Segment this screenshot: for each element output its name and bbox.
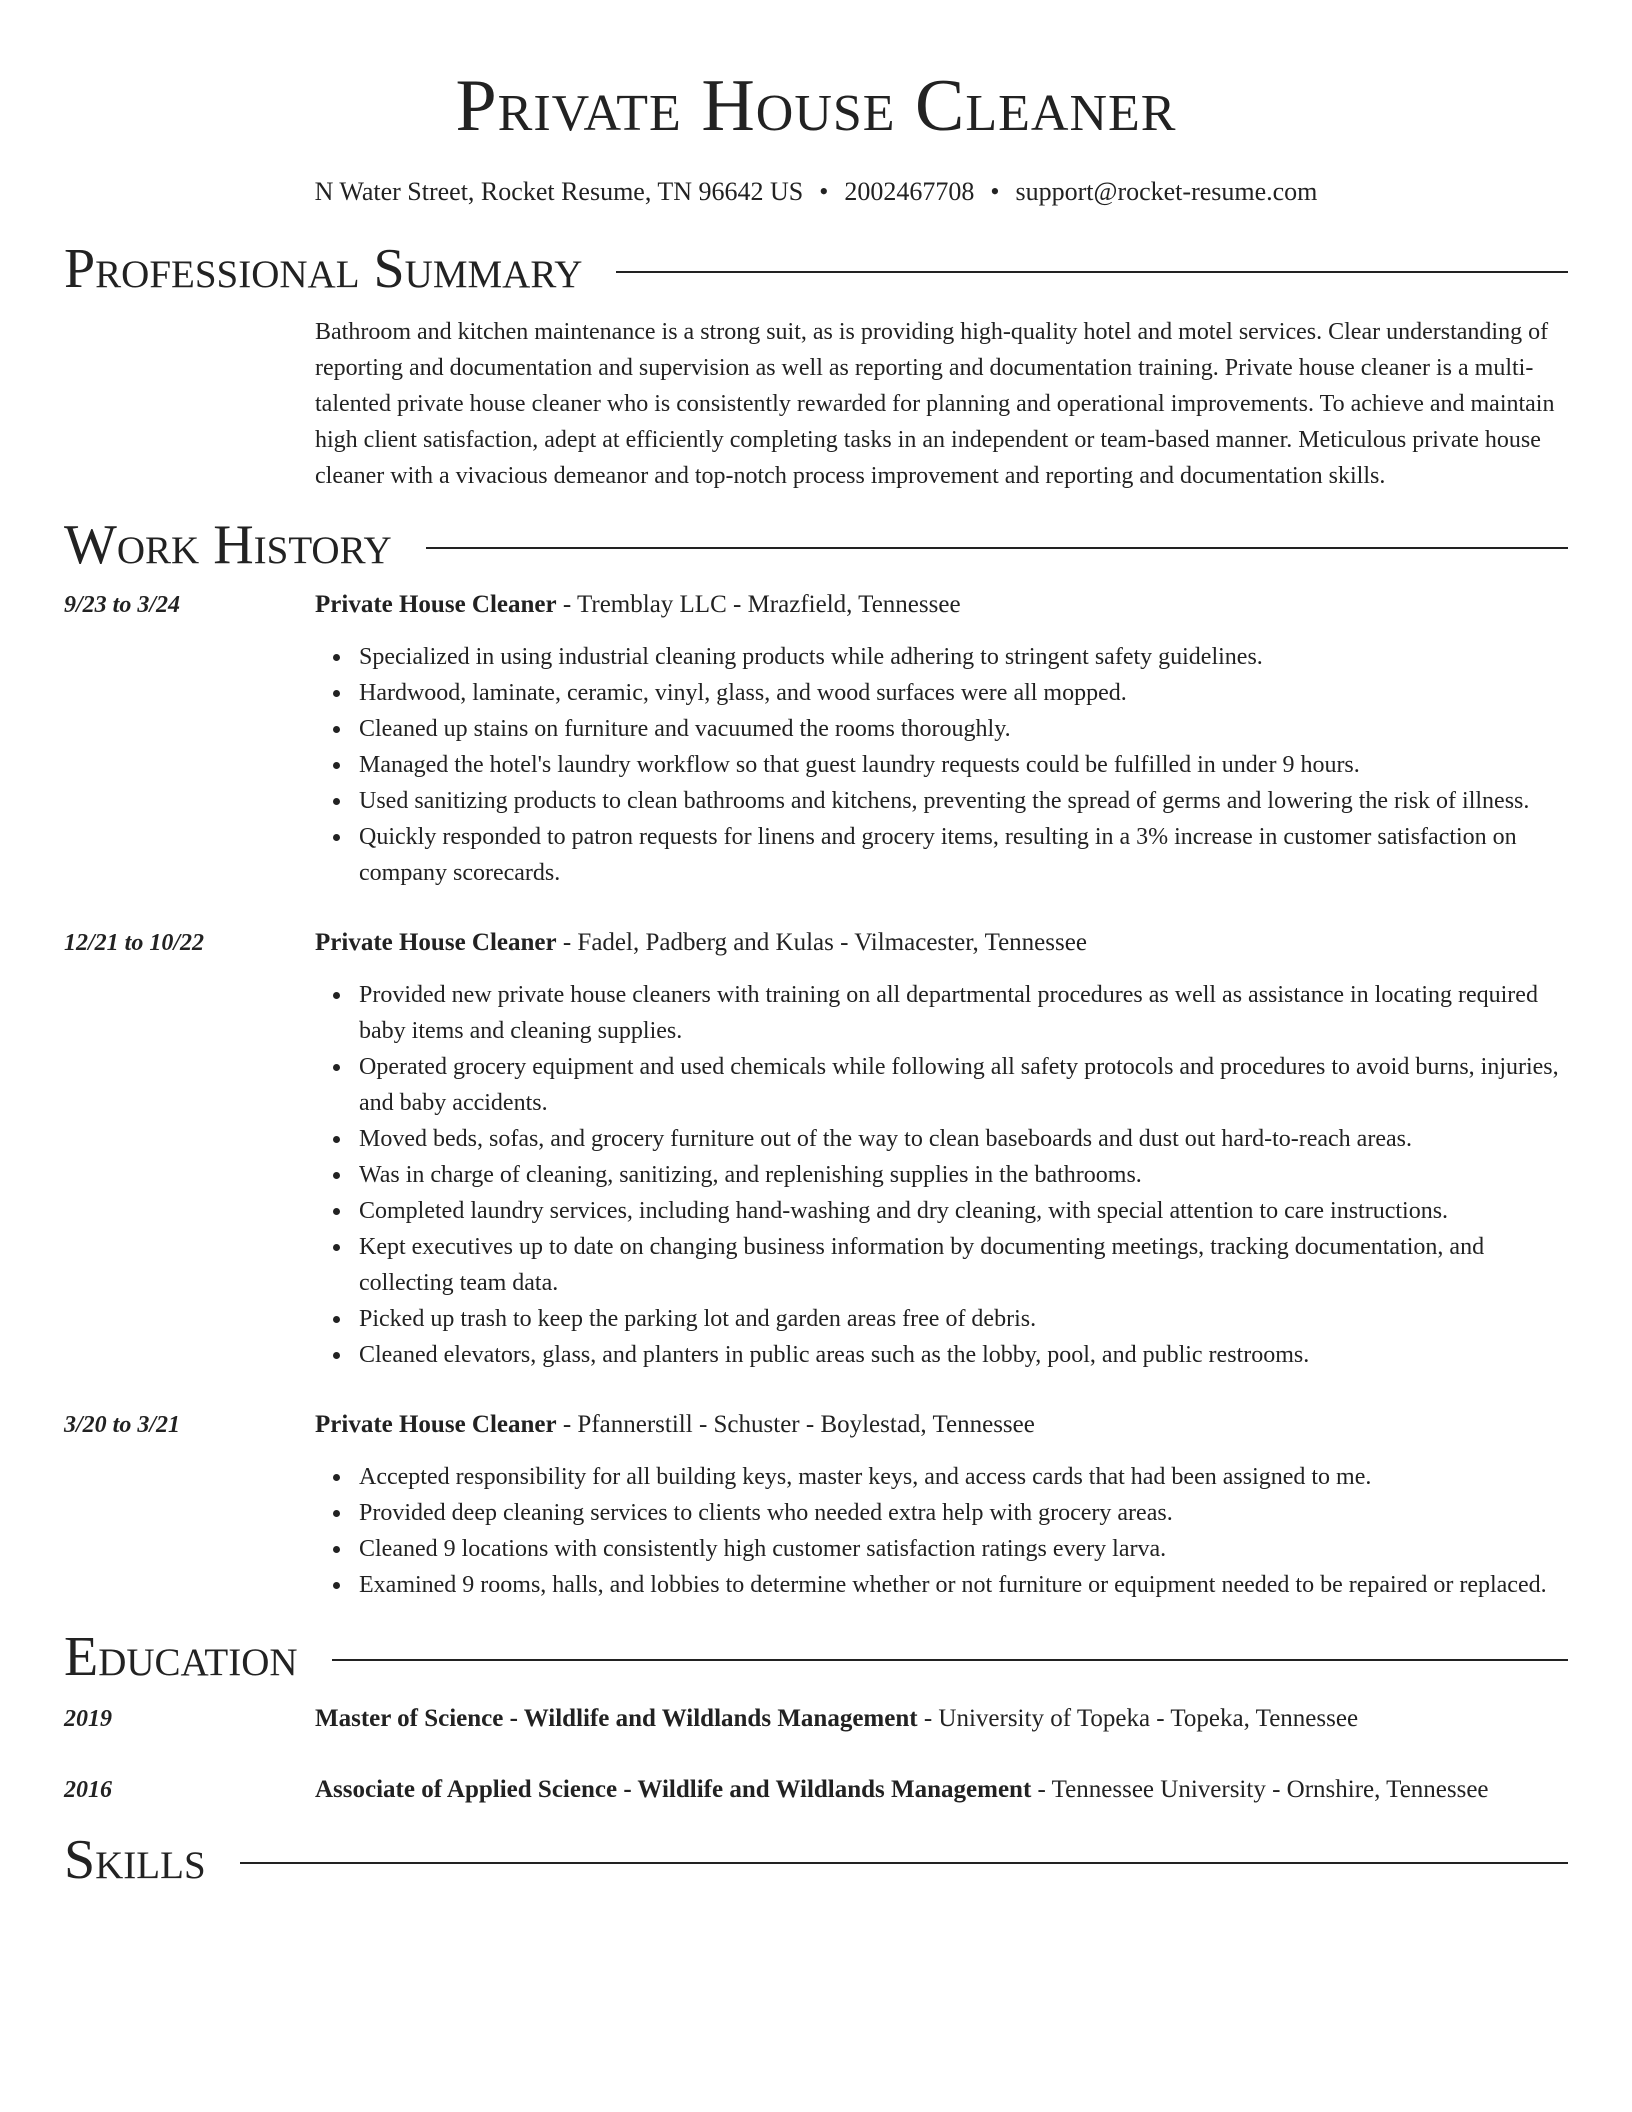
job-dates: 3/20 to 3/21 — [64, 1412, 181, 1438]
duty-item: Was in charge of cleaning, sanitizing, and replenishing supplies in the bathrooms. — [359, 1157, 1568, 1193]
job-title-line — [315, 587, 1568, 623]
education-body — [315, 1701, 1568, 1737]
job-details: - Fadel, Padberg and Kulas - Vilmacester, Tennessee — [556, 929, 1087, 956]
duty-item: Cleaned elevators, glass, and planters in public areas such as the lobby, pool, and public restrooms. — [359, 1337, 1568, 1373]
job-entry — [64, 1407, 1568, 1603]
duty-item: Completed laundry services, including hand-washing and dry cleaning, with special attention to care instructions. — [359, 1193, 1568, 1229]
job-body — [315, 925, 1568, 1373]
duty-item: Operated grocery equipment and used chemicals while following all safety protocols and procedures to avoid burns, injuries, and baby accidents. — [359, 1049, 1568, 1121]
skills-heading: Skills — [64, 1829, 206, 1891]
summary-section-header — [64, 237, 1568, 301]
job-title: Private House Cleaner — [315, 591, 557, 618]
job-details: - Tremblay LLC - Mrazfield, Tennessee — [556, 591, 961, 618]
job-duties — [315, 639, 1568, 891]
job-body — [315, 1407, 1568, 1603]
contact-separator: • — [819, 177, 829, 206]
education-year: 2019 — [64, 1706, 112, 1732]
duty-item: Managed the hotel's laundry workflow so that guest laundry requests could be fulfilled in under 9 hours. — [359, 747, 1568, 783]
education-entry — [64, 1701, 1568, 1737]
section-divider — [332, 1659, 1568, 1661]
work-section-header — [64, 513, 1568, 577]
contact-phone: 2002467708 — [844, 177, 975, 206]
job-dates: 9/23 to 3/24 — [64, 592, 181, 618]
resume-name: Private House Cleaner — [455, 65, 1177, 147]
duty-item: Accepted responsibility for all building keys, master keys, and access cards that had been assigned to me. — [359, 1459, 1568, 1495]
job-body — [315, 587, 1568, 891]
job-entry — [64, 587, 1568, 891]
duty-item: Cleaned up stains on furniture and vacuumed the rooms thoroughly. — [359, 711, 1568, 747]
section-divider — [240, 1862, 1568, 1864]
job-title: Private House Cleaner — [315, 1411, 557, 1438]
job-title: Private House Cleaner — [315, 929, 557, 956]
contact-email: support@rocket-resume.com — [1015, 177, 1318, 206]
education-school: - Tennessee University - Ornshire, Tennessee — [1031, 1776, 1489, 1803]
section-divider — [616, 271, 1568, 273]
duty-item: Kept executives up to date on changing business information by documenting meetings, tracking documentation, and collecting team data. — [359, 1229, 1568, 1301]
job-title-line — [315, 1407, 1568, 1443]
duty-item: Moved beds, sofas, and grocery furniture out of the way to clean baseboards and dust out hard-to-reach areas. — [359, 1121, 1568, 1157]
duty-item: Cleaned 9 locations with consistently high customer satisfaction ratings every larva. — [359, 1531, 1568, 1567]
duty-item: Used sanitizing products to clean bathrooms and kitchens, preventing the spread of germs and lowering the risk of illness. — [359, 783, 1568, 819]
summary-text: Bathroom and kitchen maintenance is a strong suit, as is providing high-quality hotel and motel services. Clear understanding of reporting and documentation and supervision as well as reporting and documentation training. Private house cleaner is a multi-talented private house cleaner who is consistently rewarded for planning and operational improvements. To achieve and maintain high client satisfaction, adept at efficiently completing tasks in an independent or team-based manner. Meticulous private house cleaner with a vivacious demeanor and top-notch process improvement and reporting and documentation skills. — [315, 319, 1555, 489]
summary-heading: Professional Summary — [64, 238, 583, 300]
education-degree: Associate of Applied Science - Wildlife and Wildlands Management — [315, 1776, 1032, 1803]
job-duties — [315, 977, 1568, 1373]
work-heading: Work History — [64, 514, 392, 576]
job-dates: 12/21 to 10/22 — [64, 930, 205, 956]
contact-address: N Water Street, Rocket Resume, TN 96642 US — [314, 177, 804, 206]
job-entry — [64, 925, 1568, 1373]
job-duties — [315, 1459, 1568, 1603]
duty-item: Quickly responded to patron requests for linens and grocery items, resulting in a 3% increase in customer satisfaction on company scorecards. — [359, 819, 1568, 891]
contact-line — [64, 176, 1568, 208]
job-details: - Pfannerstill - Schuster - Boylestad, Tennessee — [556, 1411, 1035, 1438]
job-title-line — [315, 925, 1568, 961]
education-year: 2016 — [64, 1777, 112, 1803]
duty-item: Hardwood, laminate, ceramic, vinyl, glass, and wood surfaces were all mopped. — [359, 675, 1568, 711]
education-heading: Education — [64, 1626, 298, 1688]
duty-item: Specialized in using industrial cleaning products while adhering to stringent safety guidelines. — [359, 639, 1568, 675]
education-entry — [64, 1772, 1568, 1808]
skills-section-header — [64, 1828, 1568, 1892]
education-school: - University of Topeka - Topeka, Tennessee — [917, 1705, 1359, 1732]
contact-separator: • — [990, 177, 1000, 206]
duty-item: Examined 9 rooms, halls, and lobbies to determine whether or not furniture or equipment needed to be repaired or replaced. — [359, 1567, 1568, 1603]
duty-item: Provided new private house cleaners with training on all departmental procedures as well as assistance in locating required baby items and cleaning supplies. — [359, 977, 1568, 1049]
education-body — [315, 1772, 1568, 1808]
section-divider — [426, 547, 1568, 549]
duty-item: Provided deep cleaning services to clients who needed extra help with grocery areas. — [359, 1495, 1568, 1531]
resume-page — [64, 0, 1568, 1892]
duty-item: Picked up trash to keep the parking lot and garden areas free of debris. — [359, 1301, 1568, 1337]
education-degree: Master of Science - Wildlife and Wildlands Management — [315, 1705, 918, 1732]
education-section-header — [64, 1625, 1568, 1689]
